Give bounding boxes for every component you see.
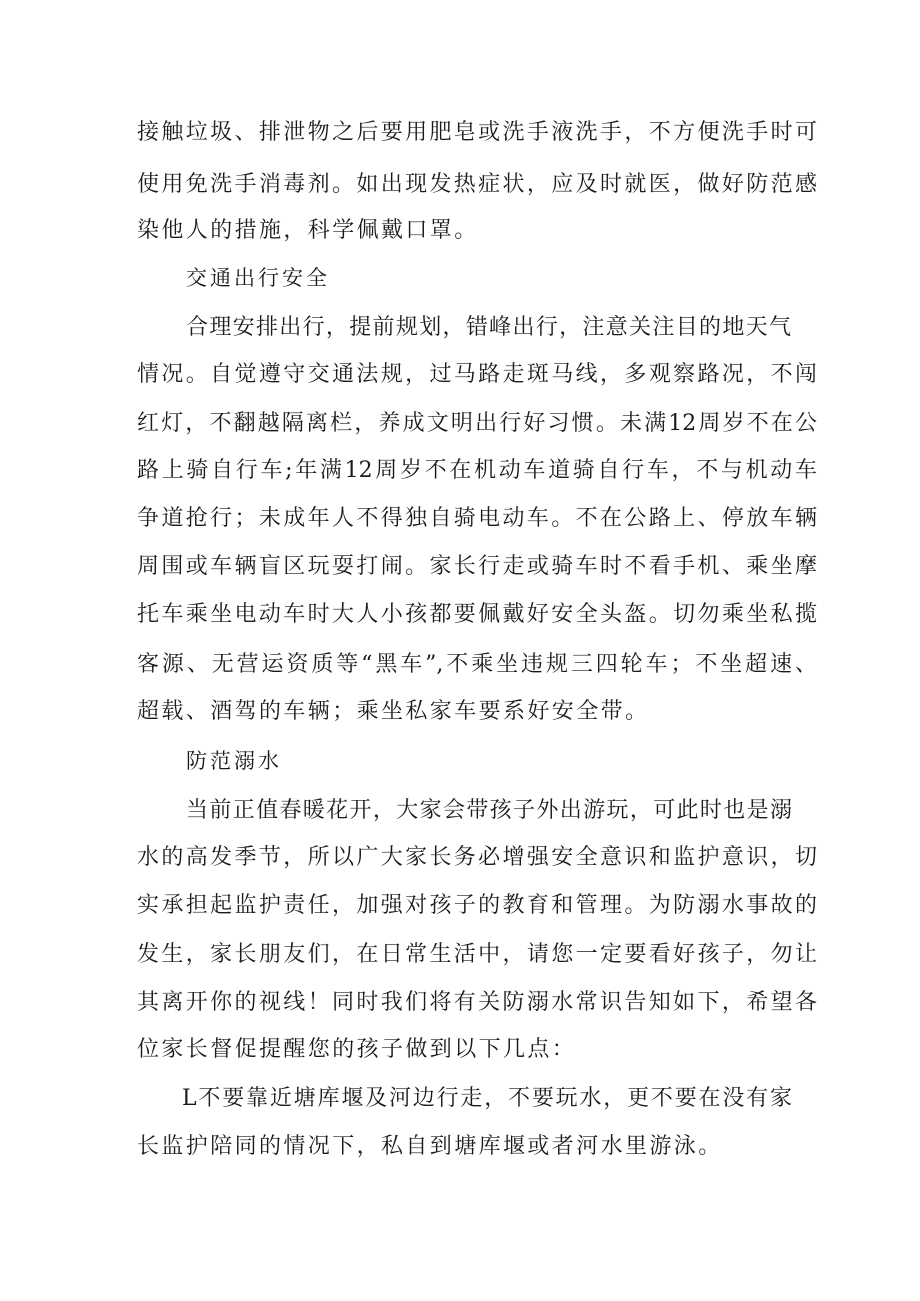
paragraph-line: 合理安排出行，提前规划，错峰出行，注意关注目的地天气	[186, 315, 791, 340]
section-heading-drowning: 防范溺水	[186, 749, 282, 773]
paragraph-line: 水的高发季节，所以广大家长务必增强安全意识和监护意识，切	[137, 845, 817, 870]
paragraph-line: L不要靠近塘库堰及河边行走，不要玩水，更不要在没有家	[182, 1086, 792, 1111]
paragraph-line: 当前正值春暖花开，大家会带孩子外出游玩，可此时也是溺	[186, 798, 792, 823]
paragraph-line: 其离开你的视线！同时我们将有关防溺水常识告知如下，希望各	[137, 990, 817, 1015]
paragraph-line: 情况。自觉遵守交通法规，过马路走斑马线，多观察路况，不闯	[137, 362, 817, 387]
paragraph-line: 路上骑自行车;年满12周岁不在机动车道骑自行车，不与机动车	[137, 458, 817, 483]
paragraph-line: 周围或车辆盲区玩耍打闹。家长行走或骑车时不看手机、乘坐摩	[137, 554, 817, 579]
paragraph-line: 超载、酒驾的车辆；乘坐私家车要系好安全带。	[137, 699, 650, 724]
paragraph-line: 客源、无营运资质等“黑车”,不乘坐违规三四轮车；不坐超速、	[137, 652, 817, 677]
paragraph-line: 染他人的措施，科学佩戴口罩。	[137, 218, 479, 243]
paragraph-line: 发生，家长朋友们，在日常生活中，请您一定要看好孩子，勿让	[137, 942, 817, 967]
section-heading-traffic: 交通出行安全	[186, 266, 330, 290]
paragraph-line: 接触垃圾、排泄物之后要用肥皂或洗手液洗手，不方便洗手时可	[137, 120, 817, 145]
paragraph-line: 争道抢行；未成年人不得独自骑电动车。不在公路上、停放车辆	[137, 506, 817, 531]
paragraph-line: 托车乘坐电动车时大人小孩都要佩戴好安全头盔。切勿乘坐私揽	[137, 602, 817, 627]
paragraph-line: 使用免洗手消毒剂。如出现发热症状，应及时就医，做好防范感	[137, 172, 817, 197]
paragraph-line: 位家长督促提醒您的孩子做到以下几点：	[137, 1037, 577, 1062]
paragraph-line: 实承担起监护责任，加强对孩子的教育和管理。为防溺水事故的	[137, 893, 817, 918]
paragraph-line: 红灯，不翻越隔离栏，养成文明出行好习惯。未满12周岁不在公	[137, 411, 817, 436]
paragraph-line: 长监护陪同的情况下，私自到塘库堰或者河水里游泳。	[137, 1134, 723, 1159]
